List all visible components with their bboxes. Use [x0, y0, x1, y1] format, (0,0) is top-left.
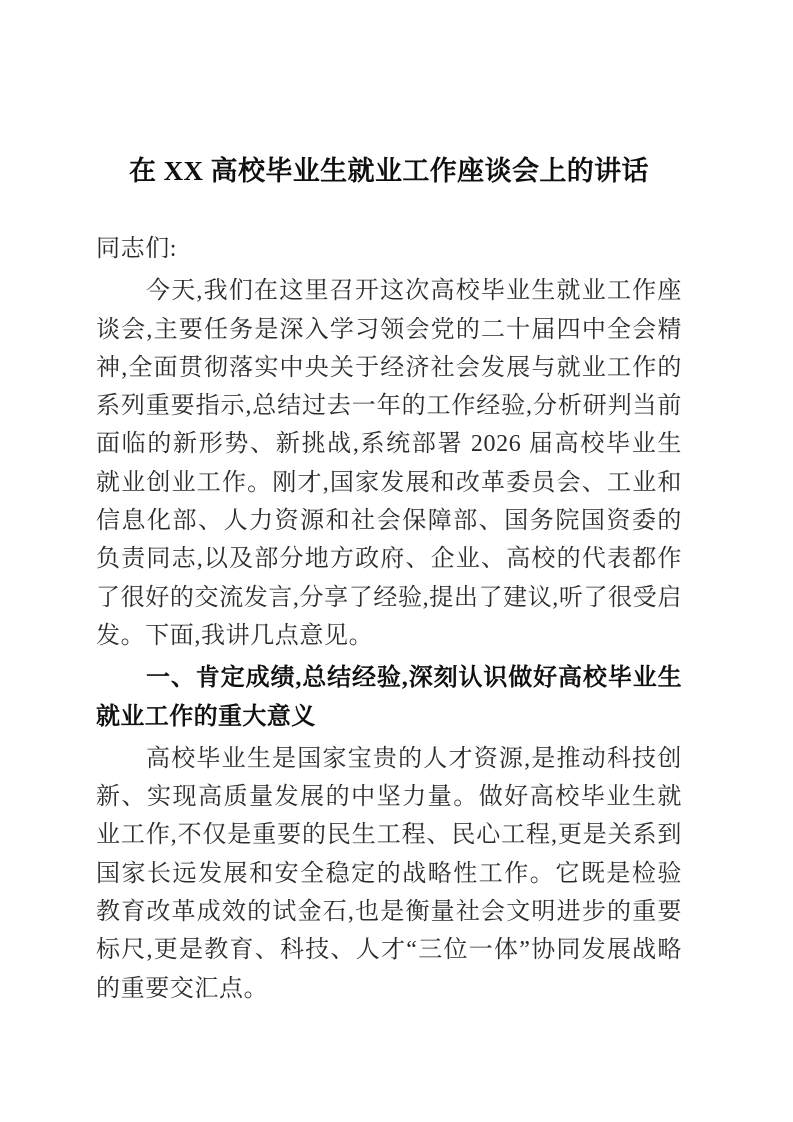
- salutation: 同志们:: [96, 236, 178, 262]
- document-title: 在 XX 高校毕业生就业工作座谈会上的讲话: [129, 156, 649, 186]
- paragraph-intro: 今天,我们在这里召开这次高校毕业生就业工作座谈会,主要任务是深入学习领会党的二十届四中全会精神,全面贯彻落实中央关于经济社会发展与就业工作的系列重要指示,总结过去一年的工作经验,分析研判当前面临的新形势、新挑战,系统部署 2026 届高校毕业生就业创业工作。刚才,国家发展和改革委员会、工业和信息化部、人力资源和社会保障部、国务院国资委的负责同志,以及部分地方政府、企业、高校的代表都作了很好的交流发言,分享了经验,提出了建议,听了很受启发。下面,我讲几点意见。: [96, 278, 682, 649]
- section-heading-one: 一、肯定成绩,总结经验,深刻认识做好高校毕业生就业工作的重大意义: [96, 665, 682, 730]
- paragraph-section-one-body: 高校毕业生是国家宝贵的人才资源,是推动科技创新、实现高质量发展的中坚力量。做好高校毕业生就业工作,不仅是重要的民生工程、民心工程,更是关系到国家长远发展和安全稳定的战略性工作。它既是检验教育改革成效的试金石,也是衡量社会文明进步的重要标尺,更是教育、科技、人才“三位一体”协同发展战略的重要交汇点。: [96, 745, 682, 1002]
- document-text-column: [96, 0, 682, 1008]
